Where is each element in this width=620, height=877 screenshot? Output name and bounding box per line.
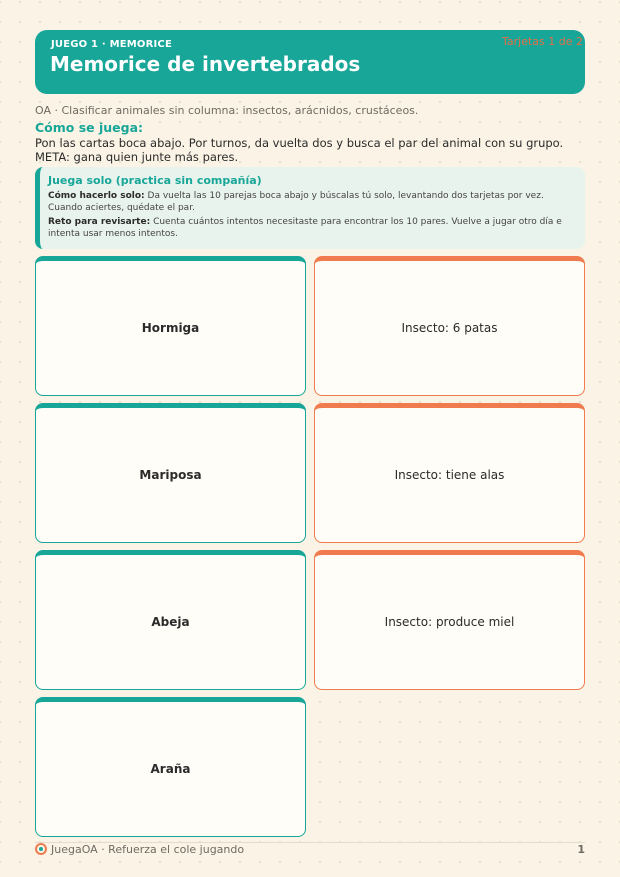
solo-review-line — [48, 216, 575, 240]
learning-objective: OA · Clasificar animales sin columna: insectos, arácnidos, crustáceos. — [35, 104, 419, 117]
howto-title: Cómo se juega: — [35, 120, 144, 135]
memory-card-trait — [314, 550, 585, 690]
solo-how-line — [48, 190, 575, 214]
page-header — [35, 30, 585, 94]
page-title: Memorice de invertebrados — [50, 52, 361, 76]
card-text: Mariposa — [139, 468, 202, 482]
game-kicker: JUEGO 1 · MEMORICE — [51, 39, 173, 50]
solo-review-text: Cuenta cuántos intentos necesitaste para encontrar los 10 pares. Vuelve a jugar otro día e intenta usar menos intentos. — [48, 217, 562, 239]
solo-review-label: Reto para revisarte: — [48, 217, 151, 227]
page-number: 1 — [577, 843, 585, 856]
card-text: Insecto: produce miel — [384, 615, 515, 629]
memory-card-name — [35, 697, 306, 837]
memory-card-name — [35, 550, 306, 690]
memory-card-trait — [314, 256, 585, 396]
memory-card-trait — [314, 403, 585, 543]
sheet-label: Tarjetas 1 de 2 — [501, 35, 583, 48]
memory-card-name — [35, 256, 306, 396]
card-text: Insecto: 6 patas — [401, 321, 498, 335]
solo-how-text: Da vuelta las 10 parejas boca abajo y búscalas tú solo, levantando dos tarjetas por vez. Cuando aciertes, quédate el par. — [48, 191, 544, 213]
card-text: Araña — [150, 762, 191, 776]
solo-play-box — [35, 167, 585, 249]
solo-title: Juega solo (practica sin compañía) — [48, 174, 262, 187]
card-text: Abeja — [151, 615, 190, 629]
juegaoa-logo-icon — [35, 843, 47, 855]
card-text: Hormiga — [141, 321, 200, 335]
howto-text: Pon las cartas boca abajo. Por turnos, da vuelta dos y busca el par del animal con su grupo. META: gana quien junte más pares. — [35, 136, 564, 164]
card-text: Insecto: tiene alas — [394, 468, 505, 482]
memory-card-name — [35, 403, 306, 543]
solo-how-label: Cómo hacerlo solo: — [48, 191, 145, 201]
footer-brand: JuegaOA · Refuerza el cole jugando — [51, 843, 245, 856]
